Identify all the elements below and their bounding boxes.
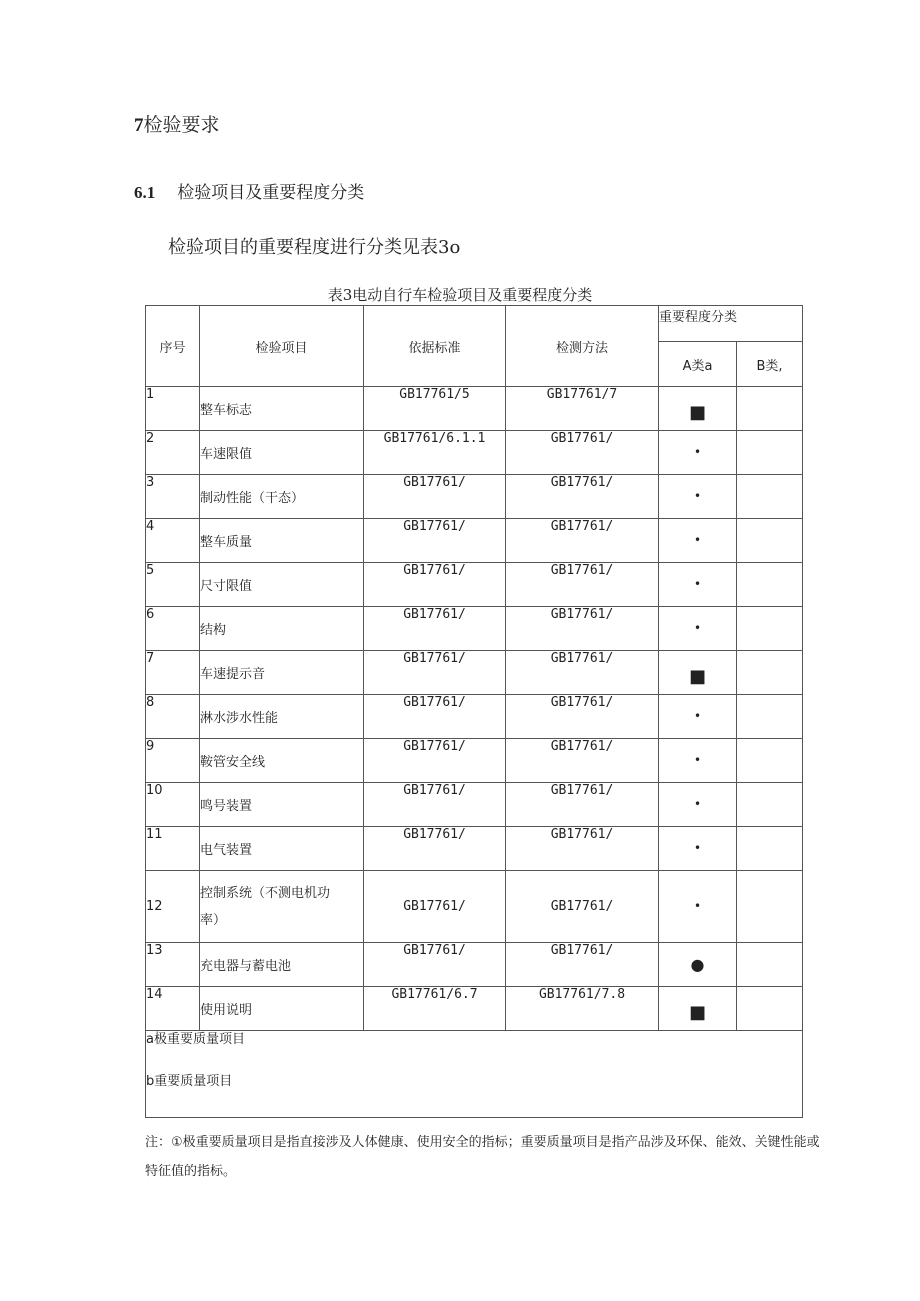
row-standard: GB17761/ — [364, 943, 506, 987]
row-seq: 10 — [146, 783, 200, 827]
row-seq: 14 — [146, 987, 200, 1031]
row-item-line: 控制系统（不测电机功 — [200, 885, 331, 901]
section-title: 检验要求 — [143, 114, 220, 136]
row-item: 使用说明 — [200, 987, 364, 1031]
row-grade-a — [659, 695, 737, 739]
table-row — [146, 563, 803, 607]
row-method: GB17761/ — [506, 943, 659, 987]
section-number: 7 — [134, 115, 144, 136]
row-grade-a — [659, 387, 737, 431]
row-seq: 2 — [146, 431, 200, 475]
row-standard: GB17761/ — [364, 783, 506, 827]
row-seq: 13 — [146, 943, 200, 987]
row-item: 充电器与蓄电池 — [200, 943, 364, 987]
square-marker-icon: ■ — [688, 1001, 706, 1023]
row-grade-a — [659, 871, 737, 943]
row-grade-b — [737, 943, 803, 987]
dot-marker-icon: • — [693, 445, 702, 459]
row-seq: 6 — [146, 607, 200, 651]
row-grade-b — [737, 607, 803, 651]
row-grade-a — [659, 519, 737, 563]
row-seq: 1 — [146, 387, 200, 431]
row-grade-a — [659, 739, 737, 783]
table-notes — [146, 1031, 803, 1118]
row-standard: GB17761/6.1.1 — [364, 431, 506, 475]
row-item: 制动性能（干态） — [200, 475, 364, 519]
table-notes-row — [146, 1031, 803, 1118]
row-seq: 8 — [146, 695, 200, 739]
inspection-table — [145, 305, 803, 1118]
row-method: GB17761/ — [506, 475, 659, 519]
row-seq: 7 — [146, 651, 200, 695]
row-grade-a — [659, 607, 737, 651]
dot-marker-icon: • — [693, 709, 702, 723]
table-row — [146, 827, 803, 871]
row-item: 整车质量 — [200, 519, 364, 563]
table-row — [146, 475, 803, 519]
table-row — [146, 987, 803, 1031]
row-grade-b — [737, 475, 803, 519]
section-heading-7 — [134, 110, 220, 137]
table-row — [146, 739, 803, 783]
row-grade-b — [737, 387, 803, 431]
row-standard: GB17761/5 — [364, 387, 506, 431]
header-seq: 序号 — [146, 306, 200, 387]
row-seq: 12 — [146, 871, 200, 943]
row-grade-b — [737, 695, 803, 739]
table-row — [146, 871, 803, 943]
table-row — [146, 387, 803, 431]
row-grade-b — [737, 827, 803, 871]
row-seq: 11 — [146, 827, 200, 871]
row-item: 尺寸限值 — [200, 563, 364, 607]
dot-marker-icon: • — [693, 753, 702, 767]
header-item: 检验项目 — [200, 306, 364, 387]
row-item: 鞍管安全线 — [200, 739, 364, 783]
row-item: 电气装置 — [200, 827, 364, 871]
subsection-title: 检验项目及重要程度分类 — [177, 183, 365, 203]
table-caption: 表3电动自行车检验项目及重要程度分类 — [327, 286, 593, 304]
row-seq: 3 — [146, 475, 200, 519]
row-item — [200, 871, 364, 943]
row-grade-b — [737, 783, 803, 827]
row-grade-b — [737, 987, 803, 1031]
row-grade-a — [659, 783, 737, 827]
table-row — [146, 783, 803, 827]
footnote: 注：①极重要质量项目是指直接涉及人体健康、使用安全的指标；重要质量项目是指产品涉及环保、能效、关键性能或特征值的指标。 — [145, 1135, 820, 1179]
row-grade-b — [737, 651, 803, 695]
row-grade-b — [737, 739, 803, 783]
row-grade-a — [659, 987, 737, 1031]
row-grade-b — [737, 871, 803, 943]
table-row — [146, 943, 803, 987]
intro-paragraph: 检验项目的重要程度进行分类见表3o — [168, 237, 461, 258]
row-seq: 5 — [146, 563, 200, 607]
row-standard: GB17761/ — [364, 519, 506, 563]
row-grade-a — [659, 651, 737, 695]
row-method: GB17761/ — [506, 695, 659, 739]
row-method: GB17761/ — [506, 871, 659, 943]
row-method: GB17761/ — [506, 739, 659, 783]
row-grade-b — [737, 563, 803, 607]
table-row — [146, 651, 803, 695]
note-a: a极重要质量项目 — [146, 1032, 245, 1047]
dot-marker-icon: • — [693, 899, 702, 913]
row-grade-a — [659, 475, 737, 519]
subsection-number: 6.1 — [134, 183, 156, 202]
dot-marker-icon: • — [693, 621, 702, 635]
row-standard: GB17761/ — [364, 607, 506, 651]
row-method: GB17761/ — [506, 783, 659, 827]
header-standard: 依据标准 — [364, 306, 506, 387]
row-item: 车速限值 — [200, 431, 364, 475]
row-grade-a — [659, 563, 737, 607]
section-heading-6-1 — [134, 178, 364, 203]
row-grade-b — [737, 519, 803, 563]
row-item: 车速提示音 — [200, 651, 364, 695]
row-grade-a — [659, 827, 737, 871]
row-method: GB17761/ — [506, 519, 659, 563]
row-standard: GB17761/ — [364, 475, 506, 519]
square-marker-icon: ■ — [688, 665, 706, 687]
dot-marker-icon: ● — [690, 955, 705, 974]
row-method: GB17761/ — [506, 827, 659, 871]
dot-marker-icon: • — [693, 797, 702, 811]
row-standard: GB17761/ — [364, 871, 506, 943]
row-method: GB17761/ — [506, 651, 659, 695]
header-grade: 重要程度分类 — [659, 306, 803, 342]
note-b: b重要质量项目 — [146, 1074, 233, 1089]
row-method: GB17761/ — [506, 607, 659, 651]
dot-marker-icon: • — [693, 577, 702, 591]
row-grade-a — [659, 943, 737, 987]
row-item: 结构 — [200, 607, 364, 651]
row-item: 整车标志 — [200, 387, 364, 431]
row-seq: 4 — [146, 519, 200, 563]
row-standard: GB17761/6.7 — [364, 987, 506, 1031]
row-standard: GB17761/ — [364, 739, 506, 783]
row-method: GB17761/ — [506, 563, 659, 607]
row-method: GB17761/7 — [506, 387, 659, 431]
row-grade-a — [659, 431, 737, 475]
table-row — [146, 519, 803, 563]
table-row — [146, 695, 803, 739]
header-method: 检测方法 — [506, 306, 659, 387]
dot-marker-icon: • — [693, 841, 702, 855]
row-method: GB17761/ — [506, 431, 659, 475]
row-item: 淋水涉水性能 — [200, 695, 364, 739]
row-standard: GB17761/ — [364, 695, 506, 739]
row-standard: GB17761/ — [364, 827, 506, 871]
table-row — [146, 607, 803, 651]
row-item-line: 率） — [200, 912, 227, 928]
row-method: GB17761/7.8 — [506, 987, 659, 1031]
row-standard: GB17761/ — [364, 563, 506, 607]
header-grade-a: A类a — [659, 342, 737, 387]
table-row — [146, 431, 803, 475]
row-seq: 9 — [146, 739, 200, 783]
dot-marker-icon: • — [693, 533, 702, 547]
square-marker-icon: ■ — [688, 401, 706, 423]
row-grade-b — [737, 431, 803, 475]
dot-marker-icon: • — [693, 489, 702, 503]
row-standard: GB17761/ — [364, 651, 506, 695]
header-grade-b: B类, — [737, 342, 803, 387]
row-item: 鸣号装置 — [200, 783, 364, 827]
